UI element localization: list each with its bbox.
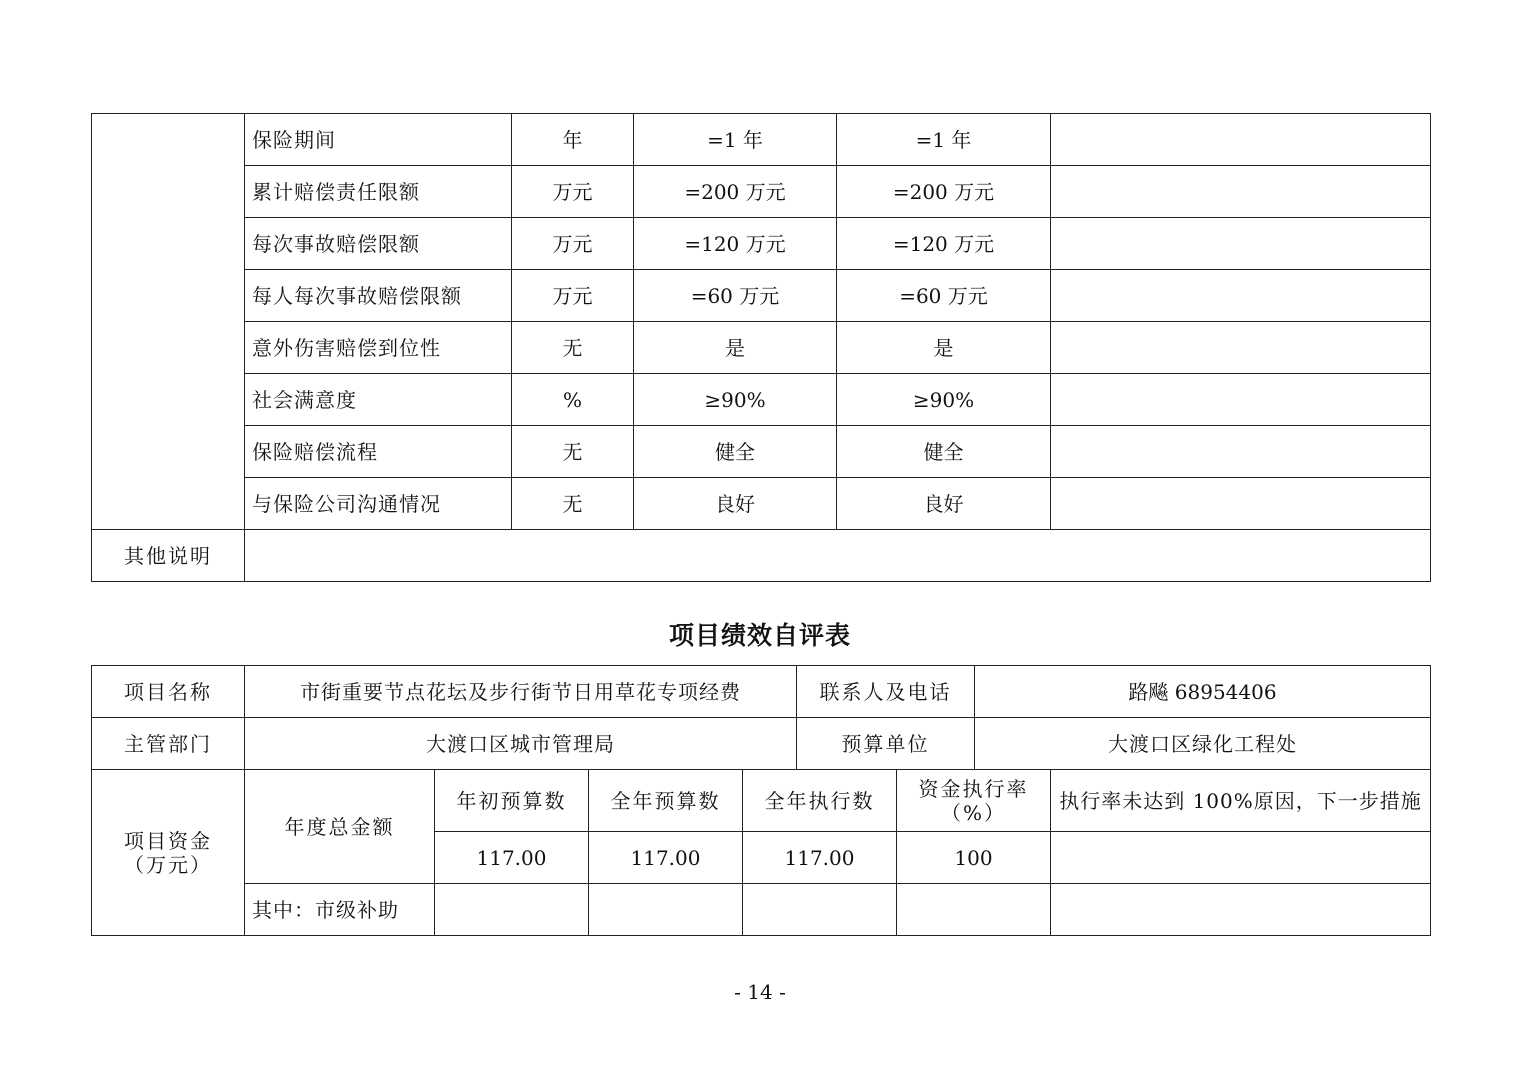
full-year-budget-value: 117.00: [589, 832, 743, 884]
city-subsidy-label: 其中：市级补助: [245, 884, 435, 936]
indicator-note: [1051, 218, 1431, 270]
funds-label-line2: （万元）: [124, 852, 212, 877]
indicator-unit: 万元: [512, 270, 634, 322]
indicator-row: [92, 166, 1431, 218]
indicator-actual: =1 年: [837, 114, 1051, 166]
indicator-row: [92, 322, 1431, 374]
indicator-actual: 是: [837, 322, 1051, 374]
indicator-target: ≥90%: [634, 374, 837, 426]
indicator-unit: 无: [512, 426, 634, 478]
city-subsidy-full-year-execution: [743, 884, 897, 936]
indicator-target: =1 年: [634, 114, 837, 166]
indicator-name: 保险期间: [245, 114, 512, 166]
dept-value: 大渡口区城市管理局: [245, 718, 797, 770]
other-notes-value: [245, 530, 1431, 582]
indicator-unit: 无: [512, 322, 634, 374]
indicator-target: 是: [634, 322, 837, 374]
indicator-actual: ≥90%: [837, 374, 1051, 426]
indicator-row: [92, 426, 1431, 478]
full-year-execution-header: 全年执行数: [743, 770, 897, 832]
indicator-unit: %: [512, 374, 634, 426]
indicator-note: [1051, 166, 1431, 218]
indicator-unit: 无: [512, 478, 634, 530]
indicator-table: [91, 113, 1431, 582]
project-name-label: 项目名称: [92, 666, 245, 718]
indicator-actual: =60 万元: [837, 270, 1051, 322]
dept-label: 主管部门: [92, 718, 245, 770]
indicator-actual: 健全: [837, 426, 1051, 478]
indicator-target: =120 万元: [634, 218, 837, 270]
indicator-category-cell: [92, 114, 245, 530]
city-subsidy-initial-budget: [435, 884, 589, 936]
self-eval-title: 项目绩效自评表: [668, 621, 851, 650]
indicator-target: =60 万元: [634, 270, 837, 322]
page-number: - 14 -: [734, 980, 786, 1004]
indicator-actual: =120 万元: [837, 218, 1051, 270]
indicator-note: [1051, 114, 1431, 166]
indicator-row: [92, 270, 1431, 322]
indicator-unit: 年: [512, 114, 634, 166]
funds-header-row: [92, 770, 1431, 832]
city-subsidy-reason: [1051, 884, 1431, 936]
indicator-name: 每人每次事故赔偿限额: [245, 270, 512, 322]
indicator-unit: 万元: [512, 166, 634, 218]
indicator-row: [92, 478, 1431, 530]
indicator-target: 健全: [634, 426, 837, 478]
execution-rate-header-line2: （%）: [940, 800, 1006, 825]
indicator-note: [1051, 478, 1431, 530]
reason-value: [1051, 832, 1431, 884]
indicator-name: 累计赔偿责任限额: [245, 166, 512, 218]
budget-unit-value: 大渡口区绿化工程处: [975, 718, 1431, 770]
contact-label: 联系人及电话: [797, 666, 975, 718]
dept-row: [92, 718, 1431, 770]
indicator-name: 与保险公司沟通情况: [245, 478, 512, 530]
indicator-name: 每次事故赔偿限额: [245, 218, 512, 270]
city-subsidy-row: [92, 884, 1431, 936]
full-year-budget-header: 全年预算数: [589, 770, 743, 832]
indicator-unit: 万元: [512, 218, 634, 270]
indicator-row: [92, 114, 1431, 166]
funds-label: [92, 770, 245, 936]
annual-total-label: 年度总金额: [245, 770, 435, 884]
indicator-note: [1051, 322, 1431, 374]
indicator-note: [1051, 374, 1431, 426]
project-name-value: 市街重要节点花坛及步行街节日用草花专项经费: [245, 666, 797, 718]
indicator-row: [92, 374, 1431, 426]
self-eval-table: [91, 665, 1431, 936]
project-name-row: [92, 666, 1431, 718]
indicator-row: [92, 218, 1431, 270]
indicator-actual: =200 万元: [837, 166, 1051, 218]
funds-label-line1: 项目资金: [124, 828, 212, 853]
execution-rate-value: 100: [897, 832, 1051, 884]
indicator-target: =200 万元: [634, 166, 837, 218]
indicator-note: [1051, 270, 1431, 322]
other-notes-label: 其他说明: [92, 530, 245, 582]
full-year-execution-value: 117.00: [743, 832, 897, 884]
initial-budget-header: 年初预算数: [435, 770, 589, 832]
indicator-actual: 良好: [837, 478, 1051, 530]
reason-header: 执行率未达到 100%原因，下一步措施: [1051, 770, 1431, 832]
indicator-name: 意外伤害赔偿到位性: [245, 322, 512, 374]
city-subsidy-execution-rate: [897, 884, 1051, 936]
indicator-name: 保险赔偿流程: [245, 426, 512, 478]
contact-value: 路飚 68954406: [975, 666, 1431, 718]
budget-unit-label: 预算单位: [797, 718, 975, 770]
indicator-note: [1051, 426, 1431, 478]
execution-rate-header-line1: 资金执行率: [918, 776, 1029, 801]
other-notes-row: [92, 530, 1431, 582]
city-subsidy-full-year-budget: [589, 884, 743, 936]
initial-budget-value: 117.00: [435, 832, 589, 884]
indicator-target: 良好: [634, 478, 837, 530]
indicator-name: 社会满意度: [245, 374, 512, 426]
execution-rate-header: [897, 770, 1051, 832]
